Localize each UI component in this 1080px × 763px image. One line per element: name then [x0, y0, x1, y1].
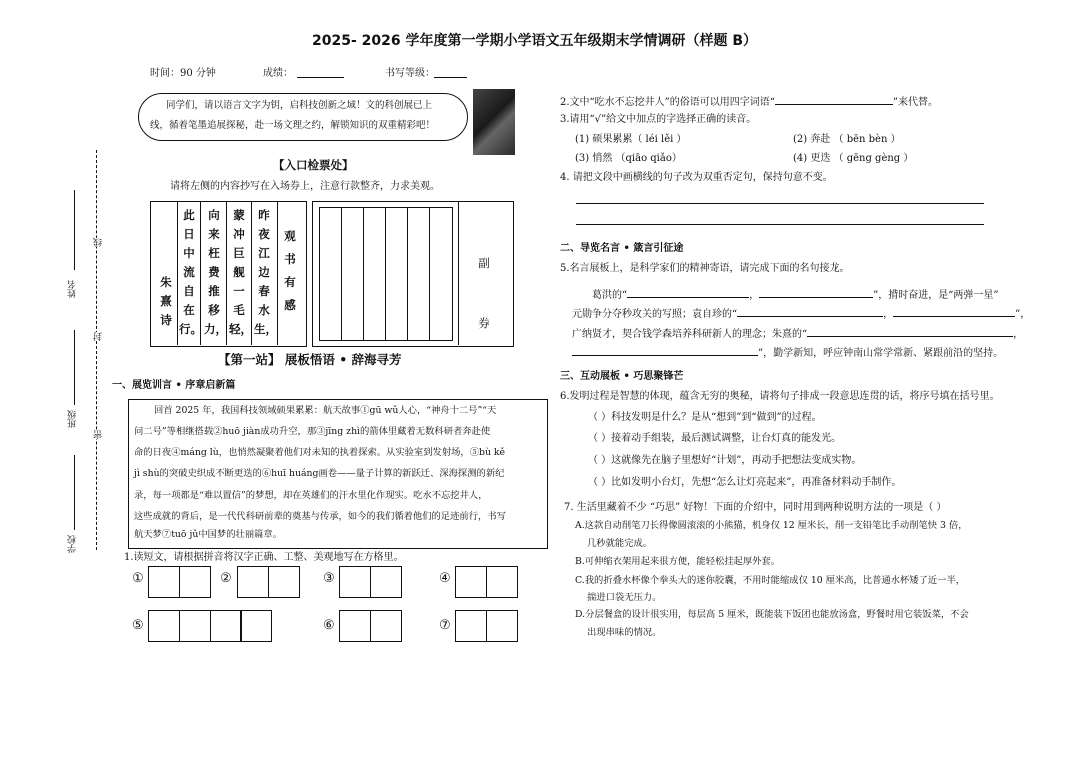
- binding-dashed-line: [96, 150, 97, 550]
- answer-grid-3[interactable]: [339, 566, 401, 598]
- answer-grid-4[interactable]: [455, 566, 517, 598]
- seal-line-mark: 线: [94, 238, 104, 247]
- question-4: 4. 请把文段中画横线的句子改为双重否定句，保持句意不变。: [560, 172, 833, 183]
- grid-label: ⑥: [323, 618, 335, 633]
- q7-option-b[interactable]: B.可伸缩衣架用起来很方便，能轻松挂起厚外套。: [575, 556, 781, 567]
- page-title: 2025- 2026 学年度第一学期小学语文五年级期末学情调研（样题 B）: [312, 33, 758, 49]
- score-label: 成绩：: [263, 68, 293, 79]
- station1-heading: 【第一站】 展板悟语 • 辞海寻芳: [218, 352, 402, 367]
- passage-line: 这些成就的背后，是一代代科研前辈的奠基与传承，如今的我们循着他们的足迹前行，书写: [134, 511, 506, 522]
- q7-option-a-cont: 几秒就能完成。: [587, 538, 653, 549]
- copy-col-line: [385, 207, 386, 340]
- q3-item-2[interactable]: (2) 奔赴 （ bēn bèn ）: [793, 134, 901, 145]
- bubble-line-1: 同学们，请以语言文字为钥，启科技创新之域！文的科创展已上: [166, 100, 433, 111]
- ticket-copy-inner: [319, 207, 453, 341]
- answer-grid-7[interactable]: [455, 610, 517, 642]
- q6-item[interactable]: （ ）接着动手组装，最后测试调整，让台灯真的能发光。: [588, 433, 842, 444]
- q5-line-3: 广纳贤才，契合钱学森培养科研新人的理念；朱熹的“ ，: [572, 326, 1023, 342]
- question-7: 7. 生活里藏着不少 “巧思” 好物！下面的介绍中，同时用到两种说明方法的一项是（ ）: [564, 502, 947, 513]
- q6-item[interactable]: （ ）比如发明小台灯，先想“怎么让灯亮起来”，再准备材料动手制作。: [588, 477, 902, 488]
- grid-label: ①: [132, 571, 144, 586]
- poem-line-4: 此日中流自在行。: [179, 208, 202, 336]
- passage-line: 航天梦⑦tuō jǔ中国梦的壮丽篇章。: [134, 529, 283, 540]
- poem-line-1: 昨夜江边春水生，: [254, 208, 277, 336]
- ticket-divider: [177, 201, 178, 345]
- name-label: 姓名: [68, 280, 78, 298]
- q7-option-c[interactable]: C.我的折叠水杯像个拳头大的迷你胶囊，不用时能缩成仅 10 厘米高，比普通水杯矮了近一半，: [575, 575, 966, 586]
- grid-label: ⑦: [439, 618, 451, 633]
- ticket-stub-label: 副券: [478, 256, 490, 330]
- q7-option-d[interactable]: D.分层餐盒的设计很实用，每层高 5 厘米，既能装下饭团也能放汤盒，野餐时用它装饭菜，不会: [575, 609, 969, 620]
- question-1: 1.读短文，请根据拼音将汉字正确、工整、美观地写在方格里。: [124, 552, 404, 563]
- poem-title: 观书有感: [284, 229, 296, 312]
- q5-line-1: 葛洪的“ ， ”，揹时奋进，是“两弹一星”: [592, 287, 998, 303]
- q3-item-4[interactable]: (4) 更迭 （ gēng gèng ）: [793, 153, 914, 164]
- poem-line-3: 向来枉费推移力，: [204, 208, 227, 336]
- passage-line: 回首 2025 年，我国科技领域硕果累累：航天故事①gū wǔ人心，“神舟十二号”“天: [154, 405, 497, 416]
- question-2: 2.文中“吃水不忘挖井人”的俗语可以用四字词语“ ”来代替。: [560, 94, 938, 110]
- score-blank[interactable]: [297, 77, 344, 78]
- entrance-heading: 【入口检票处】: [273, 158, 354, 172]
- ticket-divider: [277, 201, 278, 345]
- school-blank[interactable]: [74, 455, 75, 530]
- passage-line: 录，每一项都是“难以置信”的梦想，却在英雄们的汗水里化作现实。吃水不忘挖井人，: [134, 490, 488, 501]
- q7-option-d-cont: 出现串味的情况。: [587, 627, 662, 638]
- time-label: 时间：90 分钟: [150, 68, 216, 79]
- class-label: 班级: [68, 410, 78, 428]
- writing-label: 书写等级：: [385, 68, 435, 79]
- section2-heading: 二、导览名言 • 箴言引征途: [560, 243, 684, 254]
- grid-label: ⑤: [132, 618, 144, 633]
- poem-line-2: 蒙冲巨舰一毛轻，: [229, 208, 252, 336]
- seal-seal-mark: 封: [94, 332, 104, 341]
- q4-answer-line-2[interactable]: [576, 224, 984, 225]
- grid-label: ②: [220, 571, 232, 586]
- passage-line: jì shù的突破史织成不断更迭的⑥huī huáng画卷——量子计算的新跃迁、深海探测的新纪: [134, 468, 505, 479]
- answer-grid-5[interactable]: [148, 610, 271, 642]
- q6-item[interactable]: （ ）科技发明是什么？是从“想到”到“做到”的过程。: [588, 412, 822, 423]
- q7-option-c-cont: 揣进口袋无压力。: [587, 592, 662, 603]
- tech-photo: [473, 89, 515, 155]
- stub-divider: [458, 201, 459, 345]
- question-5: 5.名言展板上，是科学家们的精神寄语，请完成下面的名句接龙。: [560, 263, 850, 274]
- school-label: 学校: [68, 535, 78, 553]
- bubble-line-2: 线，循着笔墨追展探秘，赴一场文理之约，解锁知识的双重精彩吧！: [150, 120, 436, 131]
- q3-item-3[interactable]: (3) 悄然 （qiāo qiǎo）: [575, 153, 682, 164]
- grid-label: ④: [439, 571, 451, 586]
- name-blank[interactable]: [74, 190, 75, 270]
- answer-grid-6[interactable]: [339, 610, 401, 642]
- writing-blank[interactable]: [434, 77, 467, 78]
- copy-col-line: [429, 207, 430, 340]
- passage-line: 命的日夜④máng lù，也悄然凝聚着他们对未知的执着探索。从实验室到发射场，⑤bù kě: [134, 447, 506, 458]
- section1-heading: 一、展览训言 • 序章启新篇: [112, 380, 236, 391]
- q5-line-4: ”，勤学新知，呼应钟南山常学常新、紧跟前沿的坚持。: [572, 345, 1003, 361]
- q6-item[interactable]: （ ）这就像先在脑子里想好“计划”，再动手把想法变成实物。: [588, 455, 862, 466]
- grid-label: ③: [323, 571, 335, 586]
- answer-grid-2[interactable]: [237, 566, 299, 598]
- passage-line: 问二号”等相继搭载②huō jiàn成功升空，那③jīng zhì的箭体里藏着无数科研者奔赴使: [134, 426, 491, 437]
- question-6: 6.发明过程是智慧的体现，蕴含无穷的奥秘，请将句子排成一段意思连贯的话，将序号填在括号里。: [560, 391, 1000, 402]
- section3-heading: 三、互动展板 • 巧思聚锋芒: [560, 371, 684, 382]
- poem-author: 朱熹诗: [160, 275, 172, 327]
- q5-line-2: 元勋争分夺秒攻关的写照；袁自珍的“ ， ”，: [572, 306, 1030, 322]
- copy-col-line: [407, 207, 408, 340]
- entrance-instruction: 请将左侧的内容抄写在入场券上，注意行款整齐，力求美观。: [170, 181, 440, 192]
- q4-answer-line-1[interactable]: [576, 203, 984, 204]
- q3-item-1[interactable]: (1) 硕果累累（ léi lěi ）: [575, 134, 687, 145]
- class-blank[interactable]: [74, 330, 75, 405]
- seal-secret-mark: 密: [94, 430, 104, 439]
- answer-grid-1[interactable]: [148, 566, 210, 598]
- question-3: 3.请用“√”给文中加点的字选择正确的读音。: [560, 114, 757, 125]
- copy-col-line: [341, 207, 342, 340]
- copy-col-line: [363, 207, 364, 340]
- q7-option-a[interactable]: A.这款自动削笔刀长得像圆滚滚的小熊猫，机身仅 12 厘米长，削一支铅笔比手动削笔快 3 倍，: [575, 520, 968, 531]
